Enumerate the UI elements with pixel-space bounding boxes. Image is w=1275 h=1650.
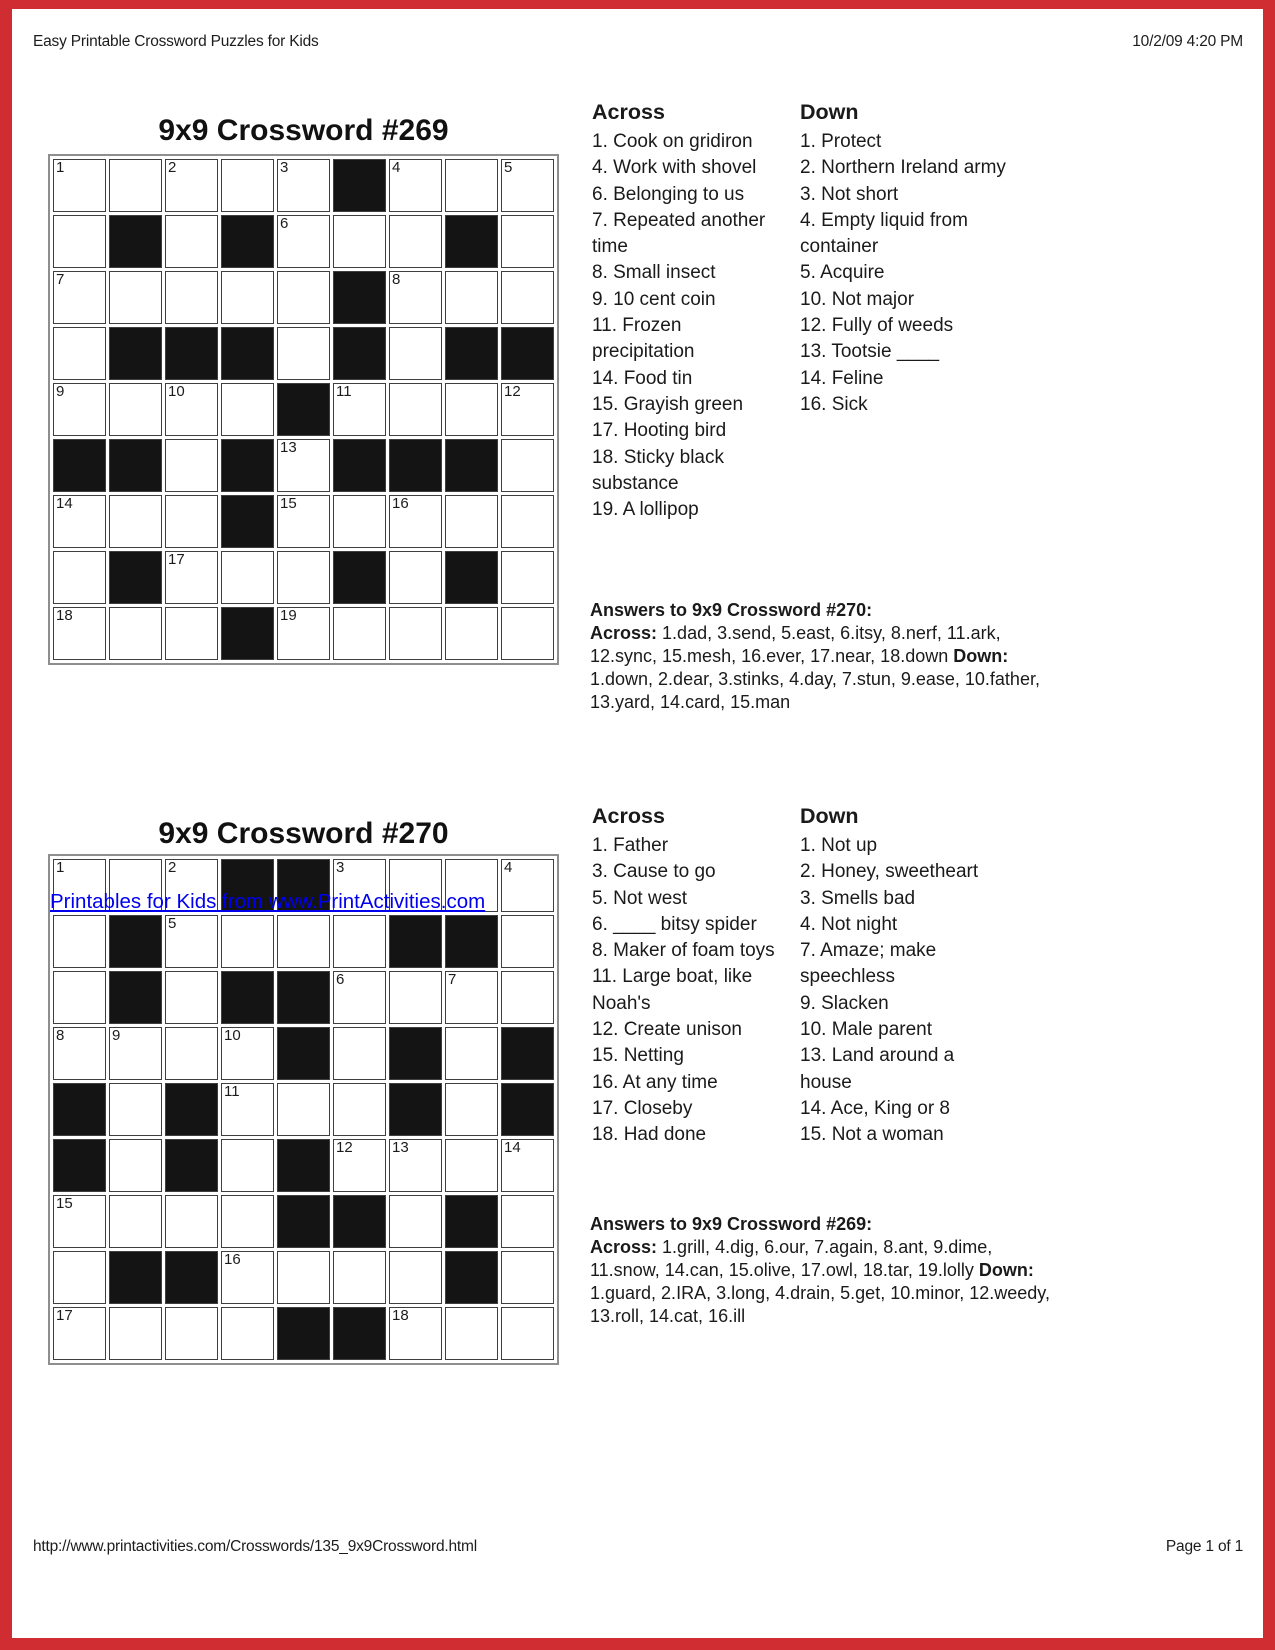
grid-cell bbox=[221, 915, 274, 968]
grid-cell bbox=[53, 1307, 106, 1360]
black-cell bbox=[445, 1195, 498, 1248]
answers-down-label: Down: bbox=[978, 1260, 1034, 1280]
grid-cell bbox=[109, 271, 162, 324]
black-cell bbox=[389, 439, 442, 492]
clue-item: 3. Not short bbox=[800, 183, 899, 205]
clue-item: 3. Smells bad bbox=[800, 887, 916, 909]
down-heading: Down bbox=[800, 804, 859, 828]
clue-item: 4. Work with shovel bbox=[592, 157, 757, 179]
cell-number: 3 bbox=[336, 859, 345, 876]
grid-cell bbox=[221, 1251, 274, 1304]
grid-cell bbox=[109, 495, 162, 548]
grid-cell bbox=[389, 1195, 442, 1248]
answers-text bbox=[590, 622, 1058, 714]
black-cell bbox=[165, 1083, 218, 1136]
down-clues-270 bbox=[800, 803, 995, 1149]
black-cell bbox=[221, 215, 274, 268]
cell-number: 5 bbox=[168, 915, 177, 932]
cell-number: 7 bbox=[56, 271, 65, 288]
clue-item: 14. Feline bbox=[800, 367, 884, 389]
clue-item: 19. A lollipop bbox=[592, 499, 699, 521]
clue-item: 7. Repeated another time bbox=[592, 209, 766, 258]
grid-cell bbox=[109, 383, 162, 436]
grid-cell bbox=[109, 1083, 162, 1136]
grid-cell bbox=[165, 383, 218, 436]
grid-cell bbox=[221, 1307, 274, 1360]
grid-cell bbox=[333, 1083, 386, 1136]
grid-cell bbox=[165, 1027, 218, 1080]
across-clues-270 bbox=[592, 803, 792, 1149]
black-cell bbox=[221, 327, 274, 380]
grid-cell bbox=[221, 1027, 274, 1080]
black-cell bbox=[109, 215, 162, 268]
cell-number: 6 bbox=[280, 215, 289, 232]
black-cell bbox=[501, 1083, 554, 1136]
clue-item: 8. Maker of foam toys bbox=[592, 940, 775, 962]
black-cell bbox=[277, 1307, 330, 1360]
grid-cell bbox=[501, 971, 554, 1024]
cell-number: 2 bbox=[168, 859, 177, 876]
cell-number: 17 bbox=[56, 1307, 73, 1324]
grid-cell bbox=[277, 159, 330, 212]
cell-number: 13 bbox=[392, 1139, 409, 1156]
black-cell bbox=[277, 1027, 330, 1080]
clue-item: 1. Protect bbox=[800, 131, 882, 152]
grid-cell bbox=[389, 971, 442, 1024]
puzzle-270-title: 9x9 Crossword #270 bbox=[158, 816, 449, 850]
answers-across-label: Across: bbox=[590, 1237, 658, 1257]
grid-cell bbox=[165, 915, 218, 968]
grid-cell bbox=[445, 1027, 498, 1080]
answers-block-269 bbox=[590, 1213, 1058, 1328]
grid-cell bbox=[165, 607, 218, 660]
black-cell bbox=[445, 215, 498, 268]
grid-cell bbox=[333, 971, 386, 1024]
clue-item: 6. Belonging to us bbox=[592, 183, 745, 205]
grid-cell bbox=[165, 271, 218, 324]
grid-cell bbox=[277, 915, 330, 968]
across-heading: Across bbox=[592, 804, 665, 828]
grid-cell bbox=[389, 383, 442, 436]
clue-item: 15. Grayish green bbox=[592, 393, 744, 415]
grid-cell bbox=[277, 327, 330, 380]
cell-number: 16 bbox=[224, 1251, 241, 1268]
cell-number: 19 bbox=[280, 607, 297, 624]
across-heading: Across bbox=[592, 100, 665, 124]
clue-item: 13. Tootsie ____ bbox=[800, 341, 940, 363]
clue-item: 11. Frozen precipitation bbox=[592, 315, 695, 363]
black-cell bbox=[109, 439, 162, 492]
cell-number: 9 bbox=[56, 383, 65, 400]
black-cell bbox=[389, 1027, 442, 1080]
grid-cell bbox=[221, 159, 274, 212]
clue-item: 13. Land around a house bbox=[800, 1045, 955, 1093]
grid-cell bbox=[53, 607, 106, 660]
grid-cell bbox=[501, 159, 554, 212]
black-cell bbox=[165, 1139, 218, 1192]
clue-item: 18. Had done bbox=[592, 1124, 707, 1146]
grid-cell bbox=[501, 1139, 554, 1192]
cell-number: 14 bbox=[56, 495, 73, 512]
grid-cell bbox=[389, 551, 442, 604]
grid-cell bbox=[445, 159, 498, 212]
cell-number: 11 bbox=[224, 1083, 240, 1100]
grid-cell bbox=[277, 1251, 330, 1304]
cell-number: 10 bbox=[168, 383, 185, 400]
black-cell bbox=[109, 1251, 162, 1304]
grid-cell bbox=[165, 1307, 218, 1360]
grid-cell bbox=[389, 607, 442, 660]
cell-number: 16 bbox=[392, 495, 409, 512]
black-cell bbox=[277, 971, 330, 1024]
cell-number: 2 bbox=[168, 159, 177, 176]
grid-cell bbox=[221, 1139, 274, 1192]
clue-item: 10. Not major bbox=[800, 288, 915, 310]
grid-cell bbox=[333, 1027, 386, 1080]
grid-cell bbox=[445, 1083, 498, 1136]
grid-cell bbox=[221, 271, 274, 324]
black-cell bbox=[333, 271, 386, 324]
cell-number: 4 bbox=[392, 159, 401, 176]
cell-number: 12 bbox=[504, 383, 521, 400]
footer-page-number: Page 1 of 1 bbox=[1165, 1538, 1243, 1555]
across-clue-list bbox=[592, 833, 792, 1149]
black-cell bbox=[501, 1027, 554, 1080]
grid-cell bbox=[389, 495, 442, 548]
black-cell bbox=[277, 383, 330, 436]
grid-cell bbox=[501, 215, 554, 268]
grid-cell bbox=[165, 551, 218, 604]
answers-heading: Answers to 9x9 Crossword #269: bbox=[590, 1214, 873, 1234]
black-cell bbox=[389, 1083, 442, 1136]
clue-item: 12. Fully of weeds bbox=[800, 315, 954, 337]
answers-across-values: 1.grill, 4.dig, 6.our, 7.again, 8.ant, 9.dime, 11.snow, 14.can, 15.olive, 17.owl, 18.tar, 19.lolly bbox=[590, 1237, 993, 1280]
answers-down-values: 1.down, 2.dear, 3.stinks, 4.day, 7.stun, 9.ease, 10.father, 13.yard, 14.card, 15.man bbox=[590, 669, 1040, 712]
black-cell bbox=[165, 1251, 218, 1304]
grid-cell bbox=[389, 215, 442, 268]
footer-url: http://www.printactivities.com/Crosswords/135_9x9Crossword.html bbox=[33, 1538, 477, 1555]
grid-cell bbox=[277, 271, 330, 324]
grid-cell bbox=[501, 915, 554, 968]
grid-cell bbox=[277, 495, 330, 548]
clue-item: 9. Slacken bbox=[800, 992, 889, 1014]
grid-cell bbox=[445, 495, 498, 548]
crossword-grid-269 bbox=[48, 154, 559, 665]
grid-cell bbox=[445, 383, 498, 436]
black-cell bbox=[333, 1307, 386, 1360]
grid-cell bbox=[165, 215, 218, 268]
grid-cell bbox=[53, 159, 106, 212]
grid-cell bbox=[501, 859, 554, 912]
grid-cell bbox=[501, 607, 554, 660]
black-cell bbox=[221, 607, 274, 660]
grid-cell bbox=[501, 1251, 554, 1304]
grid-cell bbox=[277, 215, 330, 268]
black-cell bbox=[333, 1195, 386, 1248]
clue-item: 1. Father bbox=[592, 835, 669, 856]
clue-item: 15. Not a woman bbox=[800, 1124, 944, 1146]
black-cell bbox=[109, 971, 162, 1024]
grid-cell bbox=[53, 383, 106, 436]
clue-item: 15. Netting bbox=[592, 1045, 684, 1067]
black-cell bbox=[333, 159, 386, 212]
crossword-grid-270 bbox=[48, 854, 559, 1365]
black-cell bbox=[53, 1083, 106, 1136]
grid-cell bbox=[53, 1251, 106, 1304]
grid-cell bbox=[333, 383, 386, 436]
grid-cell bbox=[501, 1307, 554, 1360]
grid-cell bbox=[389, 1307, 442, 1360]
grid-cell bbox=[333, 1139, 386, 1192]
black-cell bbox=[501, 327, 554, 380]
black-cell bbox=[221, 495, 274, 548]
grid-cell bbox=[277, 1083, 330, 1136]
grid-cell bbox=[445, 1139, 498, 1192]
cell-number: 1 bbox=[56, 159, 65, 176]
answers-text bbox=[590, 1236, 1058, 1328]
clue-item: 17. Closeby bbox=[592, 1097, 693, 1119]
grid-cell bbox=[221, 551, 274, 604]
grid-cell bbox=[389, 327, 442, 380]
cell-number: 5 bbox=[504, 159, 513, 176]
grid-cell bbox=[221, 383, 274, 436]
cell-number: 8 bbox=[56, 1027, 65, 1044]
black-cell bbox=[109, 551, 162, 604]
clue-item: 16. Sick bbox=[800, 393, 868, 415]
header-timestamp: 10/2/09 4:20 PM bbox=[1132, 33, 1243, 50]
down-heading: Down bbox=[800, 100, 859, 124]
clue-item: 2. Northern Ireland army bbox=[800, 157, 1006, 179]
cell-number: 17 bbox=[168, 551, 185, 568]
clue-item: 6. ____ bitsy spider bbox=[592, 913, 757, 935]
grid-cell bbox=[389, 159, 442, 212]
black-cell bbox=[53, 439, 106, 492]
cell-number: 14 bbox=[504, 1139, 521, 1156]
grid-cell bbox=[333, 1251, 386, 1304]
grid-cell bbox=[333, 607, 386, 660]
grid-cell bbox=[221, 1083, 274, 1136]
cell-number: 11 bbox=[336, 383, 352, 400]
grid-cell bbox=[445, 971, 498, 1024]
cell-number: 3 bbox=[280, 159, 289, 176]
grid-cell bbox=[53, 327, 106, 380]
black-cell bbox=[445, 1251, 498, 1304]
grid-cell bbox=[389, 1139, 442, 1192]
cell-number: 10 bbox=[224, 1027, 241, 1044]
cell-number: 13 bbox=[280, 439, 297, 456]
grid-cell bbox=[165, 1195, 218, 1248]
grid-cell bbox=[109, 1027, 162, 1080]
black-cell bbox=[165, 327, 218, 380]
grid-cell bbox=[501, 439, 554, 492]
grid-cell bbox=[501, 551, 554, 604]
answers-across-label: Across: bbox=[590, 623, 658, 643]
grid-cell bbox=[53, 551, 106, 604]
answers-down-values: 1.guard, 2.IRA, 3.long, 4.drain, 5.get, 10.minor, 12.weedy, 13.roll, 14.cat, 16.ill bbox=[590, 1283, 1050, 1326]
clue-item: 12. Create unison bbox=[592, 1019, 742, 1041]
grid-cell bbox=[445, 271, 498, 324]
clue-item: 3. Cause to go bbox=[592, 861, 716, 883]
clue-item: 2. Honey, sweetheart bbox=[800, 861, 979, 883]
grid-cell bbox=[53, 215, 106, 268]
answers-across-values: 1.dad, 3.send, 5.east, 6.itsy, 8.nerf, 11.ark, 12.sync, 15.mesh, 16.ever, 17.near, 18.down bbox=[590, 623, 1001, 666]
black-cell bbox=[277, 1195, 330, 1248]
grid-cell bbox=[53, 915, 106, 968]
clue-item: 14. Food tin bbox=[592, 367, 693, 389]
black-cell bbox=[445, 439, 498, 492]
grid-cell bbox=[53, 271, 106, 324]
black-cell bbox=[109, 327, 162, 380]
cell-number: 1 bbox=[56, 859, 65, 876]
grid-cell bbox=[165, 439, 218, 492]
cell-number: 12 bbox=[336, 1139, 353, 1156]
grid-cell bbox=[333, 915, 386, 968]
grid-cell bbox=[109, 607, 162, 660]
grid-cell bbox=[165, 495, 218, 548]
clue-item: 9. 10 cent coin bbox=[592, 288, 716, 310]
cell-number: 15 bbox=[280, 495, 297, 512]
answers-heading: Answers to 9x9 Crossword #270: bbox=[590, 600, 873, 620]
grid-cell bbox=[109, 1307, 162, 1360]
grid-cell bbox=[445, 1307, 498, 1360]
clue-item: 17. Hooting bird bbox=[592, 420, 727, 442]
answers-down-label: Down: bbox=[953, 646, 1009, 666]
clue-item: 4. Not night bbox=[800, 913, 898, 935]
clue-item: 14. Ace, King or 8 bbox=[800, 1097, 950, 1119]
header-title: Easy Printable Crossword Puzzles for Kids bbox=[33, 33, 319, 50]
grid-cell bbox=[501, 271, 554, 324]
grid-cell bbox=[53, 971, 106, 1024]
grid-cell bbox=[501, 1195, 554, 1248]
cell-number: 6 bbox=[336, 971, 345, 988]
black-cell bbox=[445, 915, 498, 968]
grid-cell bbox=[445, 607, 498, 660]
grid-cell bbox=[389, 1251, 442, 1304]
grid-cell bbox=[109, 159, 162, 212]
black-cell bbox=[445, 327, 498, 380]
grid-cell bbox=[109, 1195, 162, 1248]
printactivities-link[interactable]: Printables for Kids from www.PrintActivities.com bbox=[50, 890, 486, 913]
puzzle-269-title: 9x9 Crossword #269 bbox=[158, 113, 449, 147]
grid-cell bbox=[501, 383, 554, 436]
across-clue-list bbox=[592, 129, 782, 523]
across-clues-269 bbox=[592, 99, 782, 523]
clue-item: 16. At any time bbox=[592, 1071, 718, 1093]
clue-item: 18. Sticky black substance bbox=[592, 446, 724, 494]
black-cell bbox=[221, 439, 274, 492]
clue-item: 11. Large boat, like Noah's bbox=[592, 966, 753, 1014]
grid-cell bbox=[165, 159, 218, 212]
black-cell bbox=[333, 439, 386, 492]
grid-cell bbox=[277, 551, 330, 604]
grid-cell bbox=[165, 971, 218, 1024]
black-cell bbox=[109, 915, 162, 968]
down-clue-list bbox=[800, 129, 1025, 418]
grid-cell bbox=[333, 495, 386, 548]
grid-cell bbox=[109, 1139, 162, 1192]
clue-item: 5. Not west bbox=[592, 887, 688, 909]
down-clues-269 bbox=[800, 99, 1025, 418]
cell-number: 7 bbox=[448, 971, 457, 988]
grid-cell bbox=[53, 495, 106, 548]
clue-item: 1. Cook on gridiron bbox=[592, 131, 753, 152]
grid-cell bbox=[333, 215, 386, 268]
cell-number: 4 bbox=[504, 859, 513, 876]
clue-item: 4. Empty liquid from container bbox=[800, 209, 968, 258]
cell-number: 18 bbox=[392, 1307, 409, 1324]
down-clue-list bbox=[800, 833, 995, 1149]
black-cell bbox=[277, 1139, 330, 1192]
black-cell bbox=[333, 551, 386, 604]
grid-cell bbox=[277, 439, 330, 492]
answers-block-270 bbox=[590, 599, 1058, 714]
cell-number: 18 bbox=[56, 607, 73, 624]
black-cell bbox=[333, 327, 386, 380]
clue-item: 7. Amaze; make speechless bbox=[800, 940, 937, 988]
cell-number: 8 bbox=[392, 271, 401, 288]
black-cell bbox=[53, 1139, 106, 1192]
grid-cell bbox=[221, 1195, 274, 1248]
black-cell bbox=[221, 971, 274, 1024]
grid-cell bbox=[53, 1195, 106, 1248]
grid-cell bbox=[389, 271, 442, 324]
grid-cell bbox=[53, 1027, 106, 1080]
clue-item: 5. Acquire bbox=[800, 262, 885, 284]
grid-cell bbox=[277, 607, 330, 660]
clue-item: 10. Male parent bbox=[800, 1019, 933, 1041]
clue-item: 8. Small insect bbox=[592, 262, 716, 284]
grid-cell bbox=[501, 495, 554, 548]
clue-item: 1. Not up bbox=[800, 835, 878, 856]
cell-number: 15 bbox=[56, 1195, 73, 1212]
black-cell bbox=[445, 551, 498, 604]
black-cell bbox=[389, 915, 442, 968]
cell-number: 9 bbox=[112, 1027, 121, 1044]
